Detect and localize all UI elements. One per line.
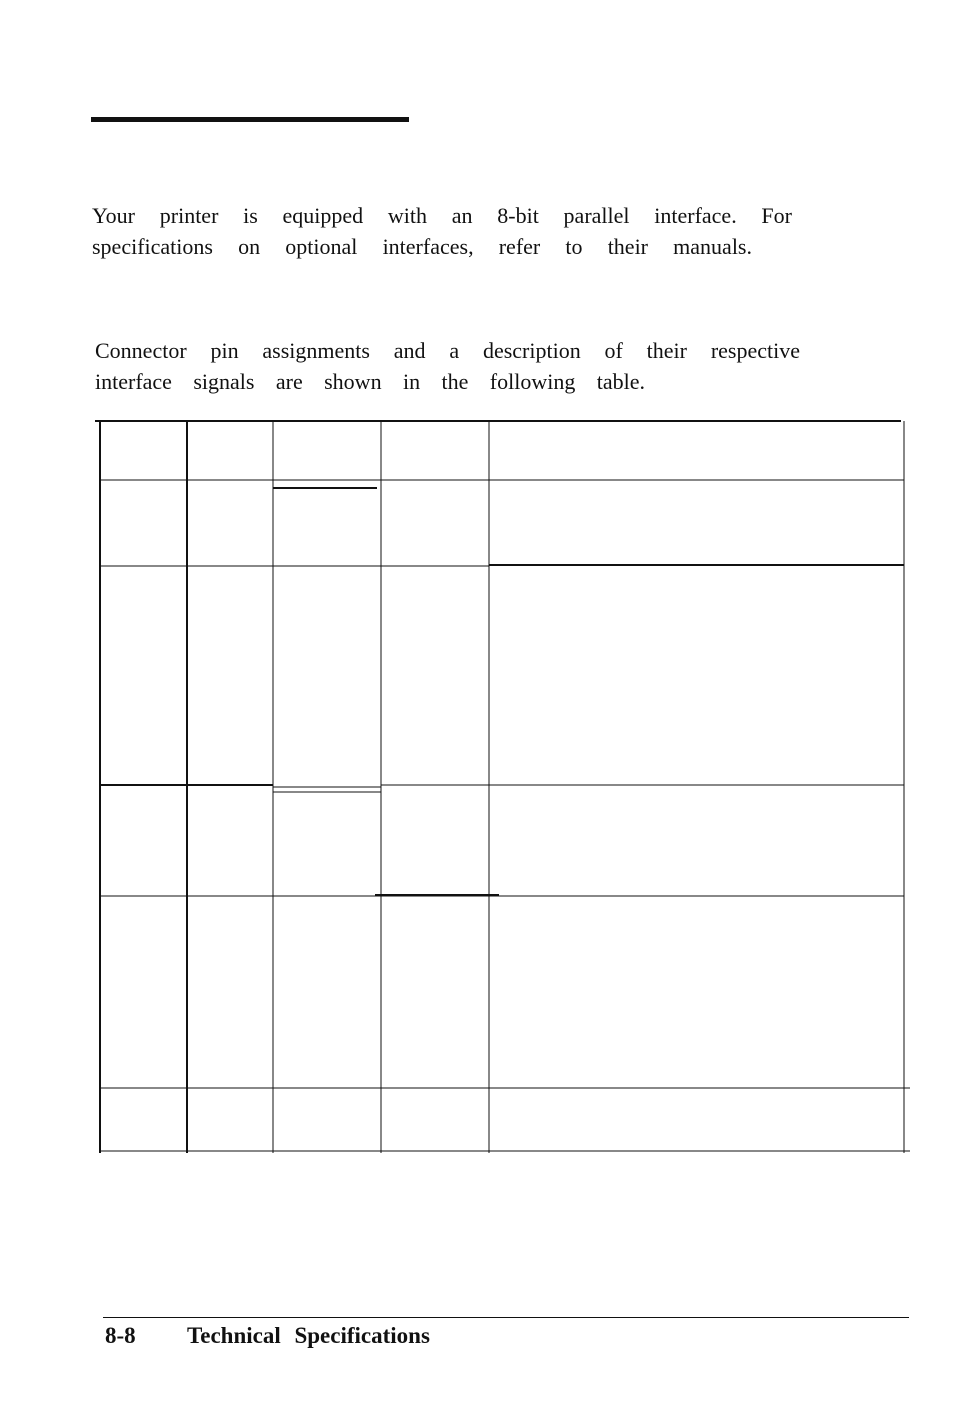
paragraph-line: interface signals are shown in the following table. [95, 369, 645, 394]
paragraph-line: Connector pin assignments and a description of their respective [95, 338, 800, 363]
connector-description-paragraph [95, 335, 815, 397]
pin-assignment-table [95, 418, 910, 1158]
section-title: Technical Specifications [187, 1323, 430, 1348]
page-footer [105, 1323, 430, 1349]
paragraph-line: specifications on optional interfaces, refer to their manuals. [92, 234, 752, 259]
paragraph-line: Your printer is equipped with an 8-bit parallel interface. For [92, 203, 792, 228]
interface-intro-paragraph [92, 200, 792, 262]
footer-rule [103, 1317, 909, 1318]
heading-rule [91, 117, 409, 122]
pin-assignment-table-grid [95, 418, 910, 1158]
page-number: 8-8 [105, 1323, 136, 1348]
